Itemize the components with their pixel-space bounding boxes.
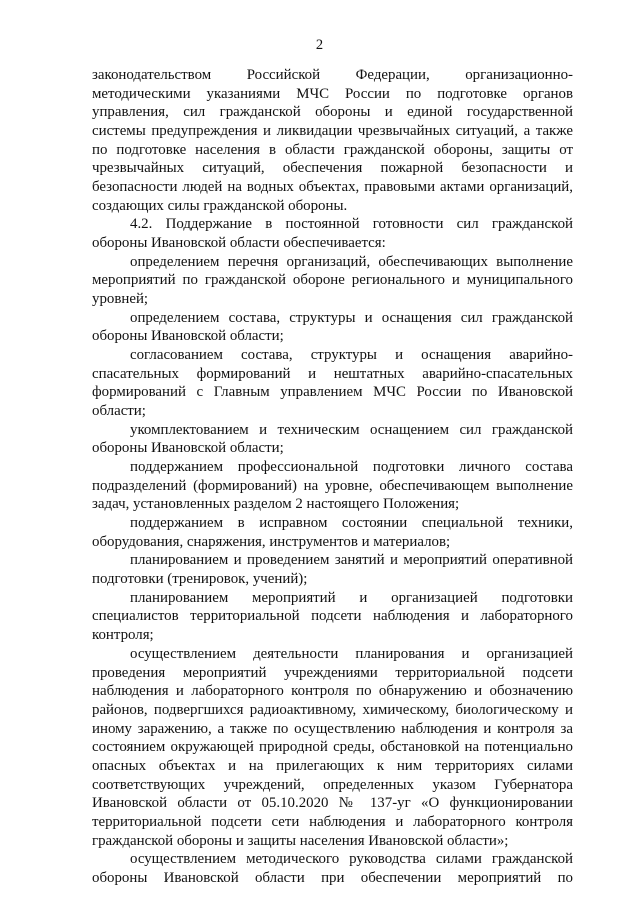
text-line: состоянием окружающей природной среды, обстановкой на потенциально bbox=[92, 739, 573, 756]
text-line: законодательством Российской Федерации, организационно- bbox=[92, 67, 573, 83]
text-line: проведения мероприятий учреждениями территориальной подсети bbox=[92, 664, 573, 681]
text-line: районов, подвергшихся радиоактивному, химическому, биологическому и bbox=[92, 701, 573, 718]
page-number: 2 bbox=[315, 37, 324, 53]
text-line: соответствующих учреждений, определенных указом Губернатора bbox=[92, 776, 573, 793]
text-line: обороны Ивановской области обеспечивается: bbox=[92, 235, 386, 252]
text-line: безопасности людей на водных объектах, правовыми актами организаций, bbox=[92, 179, 573, 196]
text-line: уровней; bbox=[92, 291, 149, 308]
text-line: иному заражению, а также по осуществлению наблюдения и контроля за bbox=[92, 720, 573, 737]
text-line: по подготовке населения в области гражданской обороны, защиты от bbox=[92, 141, 573, 158]
text-line: подразделений (формирований) на уровне, обеспечивающем выполнение bbox=[92, 477, 573, 494]
text-line: специалистов территориальной подсети наблюдения и лабораторного bbox=[92, 608, 573, 625]
text-line: формирований с Главным управлением МЧС России по Ивановской bbox=[92, 384, 573, 401]
document-body bbox=[92, 66, 573, 888]
text-line: осуществлением методического руководства силами гражданской bbox=[130, 851, 573, 868]
text-line: планированием и проведением занятий и мероприятий оперативной bbox=[130, 552, 573, 569]
text-line: гражданской обороны и защиты населения Ивановской области»; bbox=[92, 832, 509, 849]
text-line: опасных объектах и на прилегающих к ним территориях силами bbox=[92, 757, 573, 774]
text-line: 4.2. Поддержание в постоянной готовности сил гражданской bbox=[130, 216, 573, 233]
text-line: оборудования, снаряжения, инструментов и материалов; bbox=[92, 533, 451, 550]
text-line: планированием мероприятий и организацией подготовки bbox=[130, 589, 573, 606]
text-line: мероприятий по гражданской обороне регионального и муниципального bbox=[92, 272, 573, 289]
text-line: территориальной подсети сети наблюдения и лабораторного контроля bbox=[92, 813, 573, 830]
text-line: Ивановской области от 05.10.2020 № 137-уг «О функционировании bbox=[92, 795, 573, 812]
text-line: определением состава, структуры и оснащения сил гражданской bbox=[130, 309, 573, 326]
text-line: создающих силы гражданской обороны. bbox=[92, 197, 348, 214]
text-line: обороны Ивановской области при обеспечении мероприятий по bbox=[92, 869, 573, 886]
text-line: обороны Ивановской области; bbox=[92, 440, 284, 457]
text-line: укомплектованием и техническим оснащением сил гражданской bbox=[130, 421, 573, 438]
text-line: осуществлением деятельности планирования и организацией bbox=[130, 645, 573, 662]
text-line: определением перечня организаций, обеспечивающих выполнение bbox=[130, 253, 573, 270]
text-line: согласованием состава, структуры и оснащения аварийно- bbox=[130, 347, 573, 364]
text-line: управления, сил гражданской обороны и единой государственной bbox=[92, 104, 573, 121]
text-line: области; bbox=[92, 403, 146, 420]
text-line: контроля; bbox=[92, 627, 154, 644]
text-line: методическими указаниями МЧС России по подготовке органов bbox=[92, 85, 573, 102]
text-line: задач, установленных разделом 2 настоящего Положения; bbox=[92, 496, 460, 513]
text-line: наблюдения и лабораторного контроля по обнаружению и обозначению bbox=[92, 683, 573, 700]
text-line: поддержанием профессиональной подготовки личного состава bbox=[130, 459, 573, 476]
text-line: поддержанием в исправном состоянии специальной техники, bbox=[130, 515, 573, 532]
text-line: подготовки (тренировок, учений); bbox=[92, 571, 308, 588]
text-line: чрезвычайных ситуаций, обеспечения пожарной безопасности и bbox=[92, 160, 573, 177]
text-line: спасательных формирований и нештатных аварийно-спасательных bbox=[92, 365, 573, 382]
text-line: системы предупреждения и ликвидации чрезвычайных ситуаций, а также bbox=[92, 123, 573, 140]
text-line: обороны Ивановской области; bbox=[92, 328, 284, 345]
